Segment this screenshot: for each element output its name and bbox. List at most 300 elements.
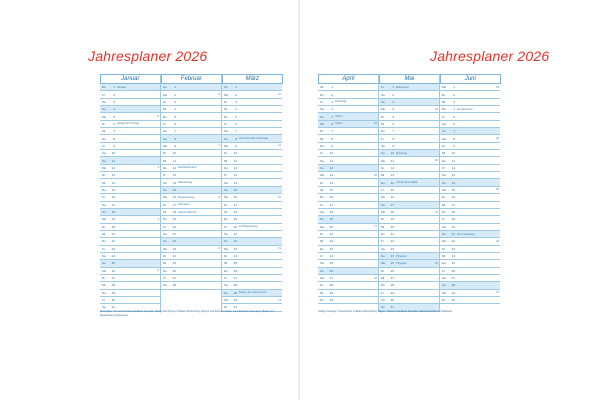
day-row[interactable] [440,297,500,304]
day-row[interactable] [379,179,439,186]
day-row[interactable] [222,91,282,98]
week-number: 17 [374,225,377,229]
weekday-label: Di [381,165,384,170]
day-row[interactable] [222,99,282,106]
day-number: 12 [111,165,115,170]
day-row[interactable] [100,179,160,186]
day-row[interactable] [100,209,160,216]
day-number: 25 [390,261,394,266]
day-row[interactable] [318,260,378,267]
day-number: 15 [233,187,237,192]
day-number: 17 [172,202,176,207]
day-number: 3 [392,99,394,104]
day-row[interactable] [440,135,500,142]
weekday-label: Mi [320,290,324,295]
day-row[interactable] [100,150,160,157]
day-number: 9 [331,143,333,148]
day-row[interactable] [161,238,221,245]
day-row[interactable] [161,128,221,135]
weekday-label: Mo [381,261,386,266]
day-row[interactable] [100,216,160,223]
day-row[interactable] [161,91,221,98]
day-row[interactable] [379,275,439,282]
day-row[interactable] [379,84,439,91]
day-row[interactable] [318,238,378,245]
month-column [318,74,378,312]
day-row[interactable] [161,99,221,106]
day-row[interactable] [161,231,221,238]
weekday-label: So [381,99,385,104]
weekday-label: Sa [102,202,106,207]
day-row[interactable] [318,187,378,194]
day-row[interactable] [318,194,378,201]
day-row[interactable] [379,99,439,106]
weekday-label: Mi [224,210,228,215]
day-row[interactable] [440,209,500,216]
day-row[interactable] [318,253,378,260]
week-number: 7 [218,144,220,148]
month-header: Januar [100,74,161,84]
day-row[interactable] [161,253,221,260]
week-number: 4 [157,217,159,221]
day-row[interactable] [440,202,500,209]
weekday-label: Mo [224,246,229,251]
day-row[interactable] [100,106,160,113]
holiday-note: Pfingsten [396,261,407,265]
day-row[interactable] [318,246,378,253]
day-row[interactable] [161,260,221,267]
weekday-label: Sa [224,180,228,185]
day-number: 27 [451,276,455,281]
day-row[interactable] [100,121,160,128]
weekday-label: So [224,239,228,244]
week-number: 9 [218,247,220,251]
day-number: 28 [172,283,176,288]
weekday-label: Fr [102,92,105,97]
weekday-label: Mo [163,195,168,200]
day-row[interactable] [440,275,500,282]
day-number: 21 [451,232,455,237]
weekday-label: Do [102,85,106,90]
weekday-label: Mi [102,283,106,288]
day-row[interactable] [161,121,221,128]
day-number: 26 [233,268,237,273]
day-row[interactable] [161,165,221,172]
day-row[interactable] [161,84,221,91]
weekday-label: Fr [224,224,227,229]
day-number: 5 [174,114,176,119]
day-row[interactable] [161,143,221,150]
week-number: 3 [157,166,159,170]
weekday-label: Do [381,180,385,185]
day-row[interactable] [222,202,282,209]
weekday-label: Mi [224,261,228,266]
day-number: 18 [390,210,394,215]
day-row[interactable] [379,231,439,238]
day-row[interactable] [440,128,500,135]
day-row[interactable] [318,209,378,216]
day-number: 24 [329,254,333,259]
day-row[interactable] [100,224,160,231]
day-row[interactable] [318,135,378,142]
day-row[interactable] [379,268,439,275]
day-row[interactable] [379,216,439,223]
weekday-label: Di [320,180,323,185]
day-number: 6 [174,121,176,126]
day-row[interactable] [318,99,378,106]
day-row[interactable] [379,128,439,135]
weekday-label: Do [163,268,167,273]
weekday-label: Di [442,92,445,97]
weekday-label: Fr [102,246,105,251]
day-row[interactable] [440,238,500,245]
day-row[interactable] [222,143,282,150]
day-row[interactable] [161,268,221,275]
day-number: 19 [172,217,176,222]
day-row[interactable] [318,113,378,120]
day-row[interactable] [161,157,221,164]
day-row[interactable] [379,238,439,245]
day-row[interactable] [379,135,439,142]
day-row[interactable] [222,165,282,172]
day-row[interactable] [379,194,439,201]
weekday-label: Mo [224,298,229,303]
day-row[interactable] [222,224,282,231]
day-row[interactable] [379,143,439,150]
day-row[interactable] [100,99,160,106]
day-row[interactable] [318,172,378,179]
day-row[interactable] [222,135,282,142]
day-row[interactable] [318,282,378,289]
day-row[interactable] [318,202,378,209]
day-row[interactable] [100,172,160,179]
weekday-label: Mo [320,276,325,281]
day-row[interactable] [161,209,221,216]
day-row[interactable] [379,282,439,289]
day-row[interactable] [379,290,439,297]
week-number: 22 [435,261,438,265]
weekday-label: Mo [163,92,168,97]
weekday-label: Do [224,217,228,222]
day-row[interactable] [161,246,221,253]
day-number: 21 [111,232,115,237]
day-row[interactable] [318,179,378,186]
day-number: 1 [453,85,455,90]
day-row[interactable] [222,209,282,216]
day-row[interactable] [318,224,378,231]
day-number: 15 [172,187,176,192]
weekday-label: Mi [381,276,385,281]
day-row[interactable] [222,238,282,245]
day-row[interactable] [100,187,160,194]
day-row[interactable] [318,121,378,128]
day-row[interactable] [440,282,500,289]
day-number: 7 [235,129,237,134]
month-header: Mai [379,74,440,84]
weekday-label: So [381,151,385,156]
weekday-label: Fr [163,173,166,178]
weekday-label: Di [224,254,227,259]
weekday-label: So [320,114,324,119]
day-row[interactable] [100,113,160,120]
day-number: 27 [329,276,333,281]
day-row[interactable] [318,216,378,223]
day-row[interactable] [440,165,500,172]
day-number: 16 [329,195,333,200]
day-row[interactable] [100,157,160,164]
weekday-label: Di [224,151,227,156]
day-row[interactable] [440,194,500,201]
weekday-label: Fr [320,202,323,207]
day-row[interactable] [222,128,282,135]
day-row[interactable] [161,106,221,113]
day-row[interactable] [440,143,500,150]
day-row[interactable] [222,290,282,297]
day-number: 3 [113,99,115,104]
day-row[interactable] [440,121,500,128]
weekday-label: Di [163,151,166,156]
day-row[interactable] [440,246,500,253]
day-number: 17 [390,202,394,207]
day-row[interactable] [440,216,500,223]
day-row[interactable] [100,202,160,209]
weekday-label: Do [320,298,324,303]
weekday-label: So [442,232,446,237]
weekday-label: Do [320,92,324,97]
weekday-label: Sa [102,305,106,310]
day-row[interactable] [379,253,439,260]
day-row[interactable] [100,253,160,260]
day-row[interactable] [440,253,500,260]
day-row[interactable] [161,187,221,194]
weekday-label: Mi [442,202,446,207]
day-row[interactable] [379,91,439,98]
day-row[interactable] [100,128,160,135]
day-row[interactable] [379,150,439,157]
day-row[interactable] [440,179,500,186]
weekday-label: Di [163,254,166,259]
day-row[interactable] [379,246,439,253]
day-number: 24 [390,254,394,259]
day-row[interactable] [379,297,439,304]
weekday-label: Sa [320,261,324,266]
day-number: 7 [113,129,115,134]
day-row[interactable] [100,282,160,289]
week-number: 15 [374,122,377,126]
day-number: 23 [172,246,176,251]
day-row[interactable] [318,157,378,164]
day-row[interactable] [100,246,160,253]
day-row[interactable] [222,84,282,91]
day-row[interactable] [100,297,160,304]
day-row[interactable] [100,91,160,98]
day-row[interactable] [161,172,221,179]
day-row[interactable] [440,187,500,194]
day-number: 11 [451,158,455,163]
day-number: 18 [172,210,176,215]
day-row[interactable] [379,121,439,128]
day-row[interactable] [440,91,500,98]
day-row[interactable] [161,179,221,186]
weekday-label: Di [102,173,105,178]
day-row[interactable] [318,91,378,98]
day-row[interactable] [440,84,500,91]
weekday-label: Fr [102,143,105,148]
day-number: 9 [235,143,237,148]
day-row[interactable] [161,150,221,157]
weekday-label: Sa [224,129,228,134]
day-row[interactable] [379,187,439,194]
day-row[interactable] [161,194,221,201]
day-row[interactable] [100,165,160,172]
weekday-label: Di [381,217,384,222]
day-row[interactable] [318,290,378,297]
day-number: 15 [390,187,394,192]
weekday-label: Fr [320,254,323,259]
day-number: 27 [233,276,237,281]
day-number: 23 [390,246,394,251]
day-row[interactable] [440,113,500,120]
day-row[interactable] [318,143,378,150]
weekday-label: Do [381,129,385,134]
day-row[interactable] [379,202,439,209]
day-number: 2 [392,92,394,97]
weekday-label: So [320,165,324,170]
day-row[interactable] [318,268,378,275]
day-row[interactable] [222,194,282,201]
day-row[interactable] [379,172,439,179]
day-row[interactable] [161,113,221,120]
day-row[interactable] [318,84,378,91]
day-row[interactable] [222,231,282,238]
day-row[interactable] [100,260,160,267]
day-number: 27 [390,276,394,281]
day-row[interactable] [161,216,221,223]
day-row[interactable] [222,121,282,128]
day-row[interactable] [100,194,160,201]
day-row[interactable] [222,297,282,304]
weekday-label: Sa [102,151,106,156]
day-row[interactable] [222,260,282,267]
day-number: 27 [111,276,115,281]
day-row[interactable] [318,128,378,135]
weekday-label: So [442,180,446,185]
day-row[interactable] [318,150,378,157]
day-number: 19 [111,217,115,222]
day-row[interactable] [100,290,160,297]
week-number: 5 [157,269,159,273]
day-row[interactable] [161,202,221,209]
day-row[interactable] [222,275,282,282]
weekday-label: Fr [224,121,227,126]
day-row[interactable] [440,106,500,113]
day-row[interactable] [440,268,500,275]
day-row[interactable] [100,231,160,238]
day-row[interactable] [161,224,221,231]
page-title: Jahresplaner 2026 [88,48,208,64]
day-row[interactable] [440,150,500,157]
day-row[interactable] [379,260,439,267]
day-number: 30 [390,298,394,303]
day-row[interactable] [222,150,282,157]
day-row[interactable] [100,238,160,245]
day-row[interactable] [161,135,221,142]
day-row[interactable] [161,275,221,282]
day-row[interactable] [318,275,378,282]
day-number: 20 [329,224,333,229]
day-row[interactable] [379,106,439,113]
weekday-label: Fr [224,173,227,178]
day-row[interactable] [100,275,160,282]
day-row[interactable] [222,187,282,194]
day-number: 14 [233,180,237,185]
day-number: 21 [390,232,394,237]
day-row[interactable] [440,99,500,106]
day-number: 18 [451,210,455,215]
day-row[interactable] [379,165,439,172]
weekday-label: Di [320,232,323,237]
day-row[interactable] [440,172,500,179]
day-row[interactable] [318,231,378,238]
day-row[interactable] [379,113,439,120]
day-row[interactable] [440,260,500,267]
weekday-label: Fr [320,99,323,104]
day-row[interactable] [379,224,439,231]
day-row[interactable] [440,231,500,238]
day-row[interactable] [222,113,282,120]
day-row[interactable] [222,282,282,289]
day-row[interactable] [440,290,500,297]
day-number: 22 [390,239,394,244]
weekday-label: Sa [320,158,324,163]
weekday-label: Fr [381,85,384,90]
day-row[interactable] [161,282,221,289]
weekday-label: Di [163,99,166,104]
weekday-label: Di [381,268,384,273]
day-number: 16 [390,195,394,200]
day-row[interactable] [440,157,500,164]
day-row[interactable] [318,165,378,172]
day-row[interactable] [100,84,160,91]
day-number: 10 [329,151,333,156]
day-row[interactable] [222,246,282,253]
day-row[interactable] [318,297,378,304]
day-row[interactable] [222,179,282,186]
day-row[interactable] [100,143,160,150]
weekday-label: Di [381,114,384,119]
day-row[interactable] [222,157,282,164]
holiday-note: Karfreitag [335,100,347,104]
day-row[interactable] [100,268,160,275]
day-row[interactable] [222,253,282,260]
week-number: 20 [435,159,438,163]
day-row[interactable] [222,216,282,223]
day-number: 26 [111,268,115,273]
day-row[interactable] [222,172,282,179]
day-row[interactable] [379,157,439,164]
weekday-label: Sa [381,195,385,200]
day-row[interactable] [100,135,160,142]
weekday-label: Fr [102,298,105,303]
weekday-label: Sa [102,99,106,104]
day-row[interactable] [440,224,500,231]
day-row[interactable] [222,106,282,113]
day-row[interactable] [222,268,282,275]
weekday-label: So [320,217,324,222]
day-number: 30 [329,298,333,303]
day-row[interactable] [318,106,378,113]
day-row[interactable] [379,209,439,216]
